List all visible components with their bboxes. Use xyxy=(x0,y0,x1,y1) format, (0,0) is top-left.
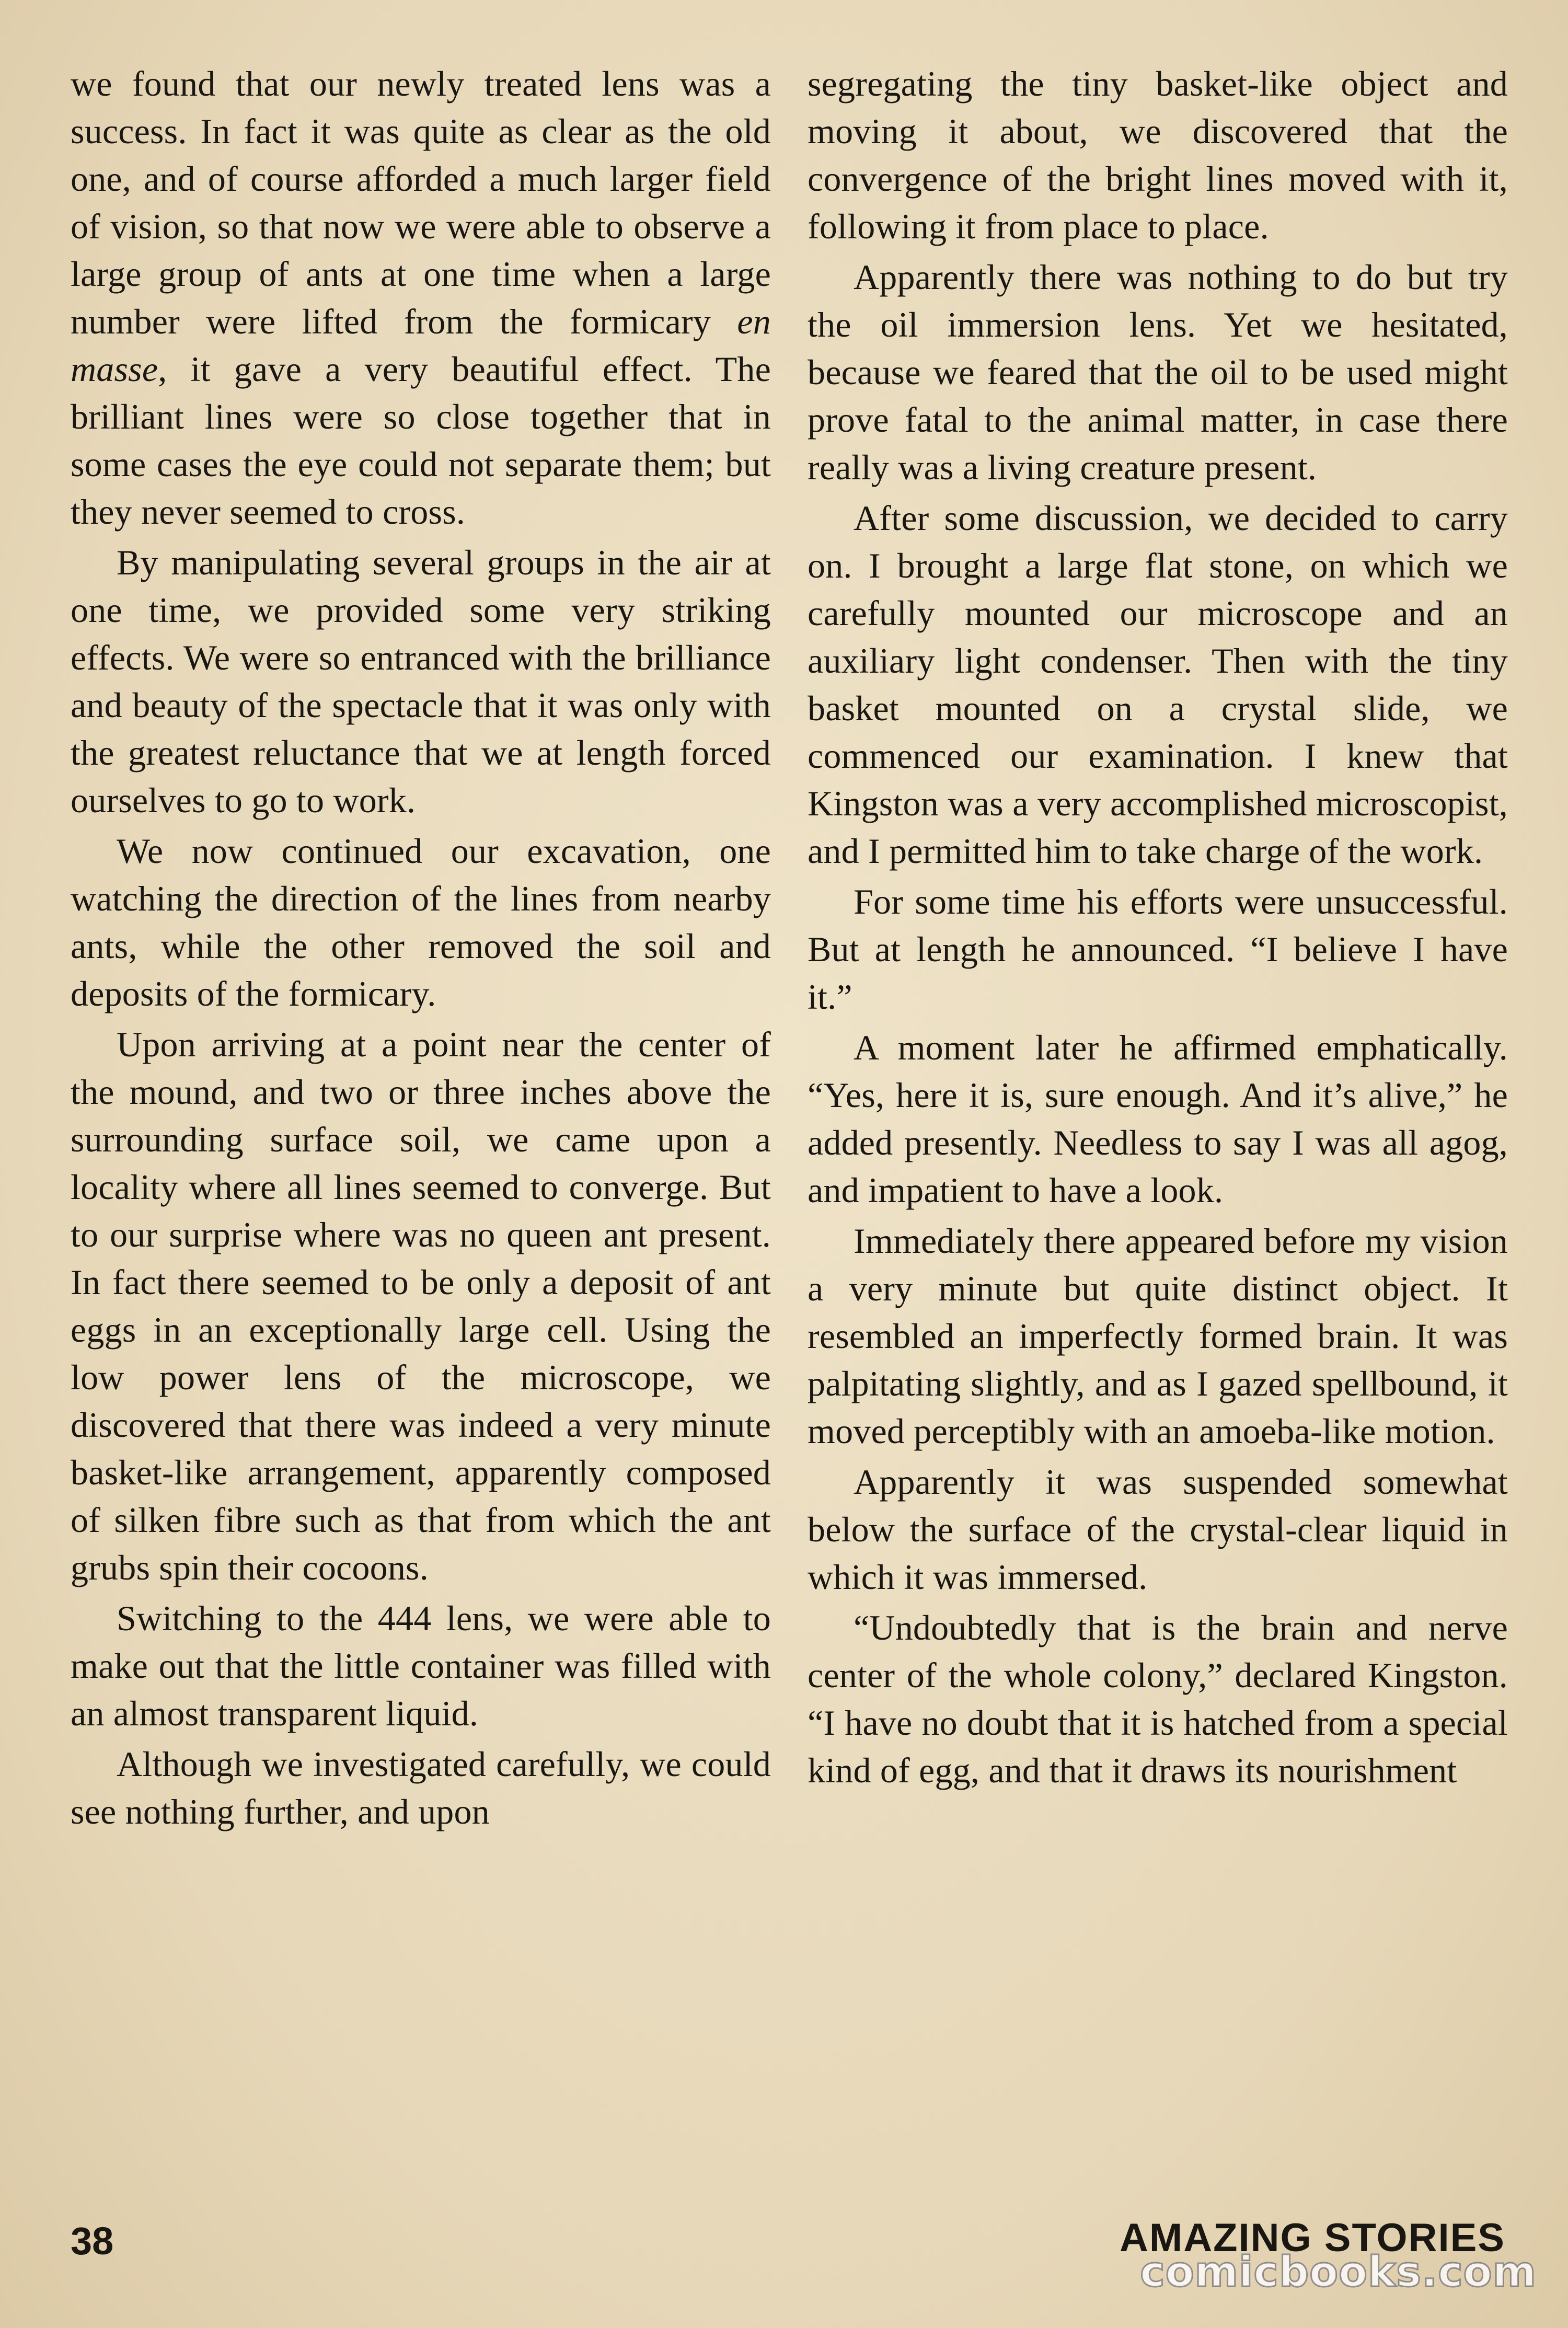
paragraph: Although we investigated carefully, we could see nothing further, and upon xyxy=(71,1744,771,1831)
paragraph: After some discussion, we decided to carry on. I brought a large flat stone, on which we carefully mounted our microscope and an auxiliary light condenser. Then with the tiny basket mounted on a crystal slide, we commenced our examination. I knew that Kingston was a very accomplished microscopist, and I permitted him to take charge of the work. xyxy=(808,498,1508,871)
paragraph: we found that our newly treated lens was a success. In fact it was quite as clear as the old one, and of course afforded a much larger field of vision, so that now we were able to observe a large group of ants at one time when a large number were lifted from the formicary en masse, it gave a very beautiful effect. The brilliant lines were so close together that in some cases the eye could not separate them; but they never seemed to cross. xyxy=(71,64,771,532)
paragraph: Immediately there appeared before my vision a very minute but quite distinct object. It resembled an imperfectly formed brain. It was palpitating slightly, and as I gazed spellbound, it moved perceptibly with an amoeba-like motion. xyxy=(808,1221,1508,1451)
paragraph: We now continued our excavation, one watching the direction of the lines from nearby ants, while the other removed the soil and deposits of the formicary. xyxy=(71,831,771,1013)
magazine-title: AMAZING STORIES xyxy=(1120,2216,1505,2260)
paragraph: Switching to the 444 lens, we were able to make out that the little container was filled with an almost transparent liquid. xyxy=(71,1598,771,1733)
watermark: comicbooks.com xyxy=(1140,2248,1537,2296)
page-number: 38 xyxy=(71,2219,114,2263)
right-text-column xyxy=(808,60,1508,1797)
paragraph: Upon arriving at a point near the center of the mound, and two or three inches above the surrounding surface soil, we came upon a locality where all lines seemed to converge. But to our surprise where was no queen ant present. In fact there seemed to be only a deposit of ant eggs in an exceptionally large cell. Using the low power lens of the microscope, we discovered that there was indeed a very minute basket-like arrangement, apparently composed of silken fibre such as that from which the ant grubs spin their cocoons. xyxy=(71,1024,771,1587)
paragraph: By manipulating several groups in the air at one time, we provided some very striking effects. We were so entranced with the brilliance and beauty of the spectacle that it was only with the greatest reluctance that we at length forced ourselves to go to work. xyxy=(71,543,771,820)
paragraph: Apparently there was nothing to do but try the oil immersion lens. Yet we hesitated, because we feared that the oil to be used might prove fatal to the animal matter, in case there really was a living creature present. xyxy=(808,257,1508,487)
paragraph: Apparently it was suspended somewhat below the surface of the crystal-clear liquid in which it was immersed. xyxy=(808,1462,1508,1597)
paragraph: For some time his efforts were unsuccessful. But at length he announced. “I believe I have it.” xyxy=(808,882,1508,1017)
paragraph: “Undoubtedly that is the brain and nerve center of the whole colony,” declared Kingston. “I have no doubt that it is hatched from a special kind of egg, and that it draws its nourishment xyxy=(808,1608,1508,1790)
paragraph: segregating the tiny basket-like object and moving it about, we discovered that the convergence of the bright lines moved with it, following it from place to place. xyxy=(808,64,1508,246)
left-text-column xyxy=(71,60,771,1839)
paragraph: A moment later he affirmed emphatically. “Yes, here it is, sure enough. And it’s alive,” he added presently. Needless to say I was all agog, and impatient to have a look. xyxy=(808,1028,1508,1210)
